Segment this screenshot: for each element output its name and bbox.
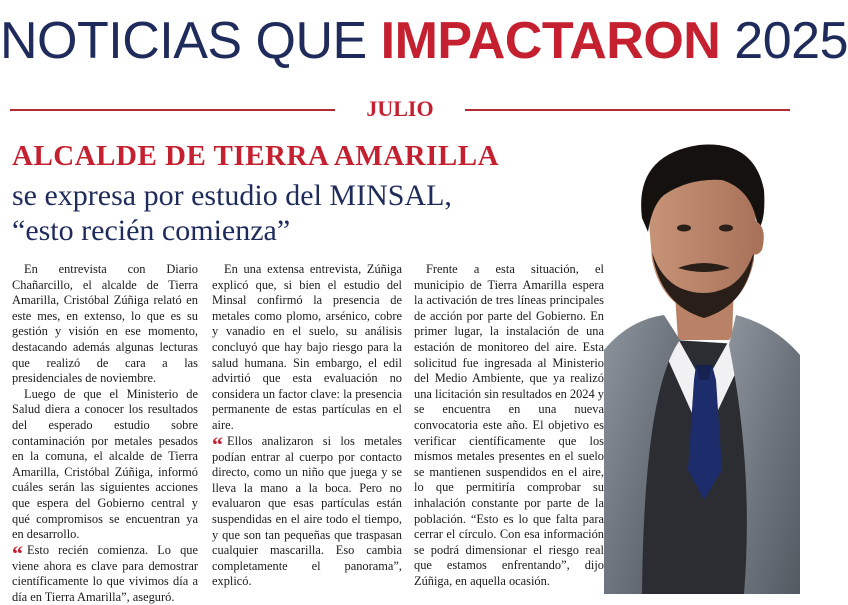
paragraph: Frente a esta situación, el municipio de Tierra Amarilla espera la activación de tres líneas principales de acción por parte del Gobierno. En primer lugar, la instalación de una estación de monitoreo del aire. Esta solicitud fue ingresada al Ministerio del Medio Ambiente, que ya realizó una licitación sin resultados en 2024 y se encuentra en una nueva convocatoria este año. El objetivo es verificar científicamente que los mismos metales presentes en el suelo se mantienen suspendidos en el aire, lo que permitiría comprobar su inhalación constante por parte de la población. “Esto es lo que falta para cerrar el círculo. Con esa información se podrá dimensionar el riesgo real que estamos enfrentando”, dijo Zúñiga, en aquella ocasión. bbox=[414, 262, 604, 588]
headline-line-2: “esto recién comienza” bbox=[12, 214, 291, 247]
quote-paragraph bbox=[212, 431, 402, 590]
month-label: JULIO bbox=[366, 96, 434, 121]
masthead-part-noticias: NOTICIAS QUE bbox=[0, 12, 381, 70]
paragraph: En entrevista con Diario Chañarcillo, el alcalde de Tierra Amarilla, Cristóbal Zúñiga relató en este mes, en extenso, lo que es su gestión y visión en ese momento, destacando además algunas lecturas que realizó de cara a las presidenciales de noviembre. bbox=[12, 262, 198, 386]
article-column-1 bbox=[12, 262, 198, 605]
quote-mark-icon: “ bbox=[212, 431, 223, 457]
quote-text: Ellos analizaron si los metales podían entrar al cuerpo por contacto directo, como un niño que juega y se lleva la mano a la boca. Pero no evaluaron que esas partículas están suspendidas en el aire todo el tiempo, y que son tan pequeñas que traspasan cualquier mascarilla. Eso cambia completamente el panorama”, explicó. bbox=[212, 433, 402, 589]
headline-main bbox=[12, 178, 612, 248]
masthead-part-year: 2025 bbox=[720, 12, 848, 70]
quote-mark-icon: “ bbox=[12, 540, 23, 566]
masthead-title bbox=[0, 10, 848, 72]
quote-text: Esto recién comienza. Lo que viene ahora es clave para demostrar científicamente lo que vivimos día a día en Tierra Amarilla”, aseguró. bbox=[12, 542, 198, 604]
month-rule-left bbox=[10, 109, 335, 111]
headline-kicker: ALCALDE DE TIERRA AMARILLA bbox=[12, 140, 500, 172]
masthead-part-impactaron: IMPACTARON bbox=[380, 12, 721, 70]
mayor-portrait-photo bbox=[604, 140, 800, 594]
headline-line-1: se expresa por estudio del MINSAL, bbox=[12, 179, 452, 212]
month-banner bbox=[10, 96, 790, 122]
quote-paragraph bbox=[12, 540, 198, 605]
article-column-2 bbox=[212, 262, 402, 590]
month-rule-right bbox=[465, 109, 790, 111]
paragraph: Luego de que el Ministerio de Salud diera a conocer los resultados del esperado estudio sobre contaminación por metales pesados en la comuna, el alcalde de Tierra Amarilla, Cristóbal Zúñiga, informó cuáles serán las siguientes acciones que espera del Gobierno central y qué compromisos se encuentran ya en desarrollo. bbox=[12, 386, 198, 542]
paragraph: En una extensa entrevista, Zúñiga explicó que, si bien el estudio del Minsal confirmó la presencia de metales como plomo, arsénico, cobre y vanadio en el suelo, su análisis concluyó que hay bajo riesgo para la salud humana. Sin embargo, el edil advirtió que esta evaluación no considera un factor clave: la presencia permanente de estas partículas en el aire. bbox=[212, 262, 402, 432]
article-column-3 bbox=[414, 262, 604, 589]
